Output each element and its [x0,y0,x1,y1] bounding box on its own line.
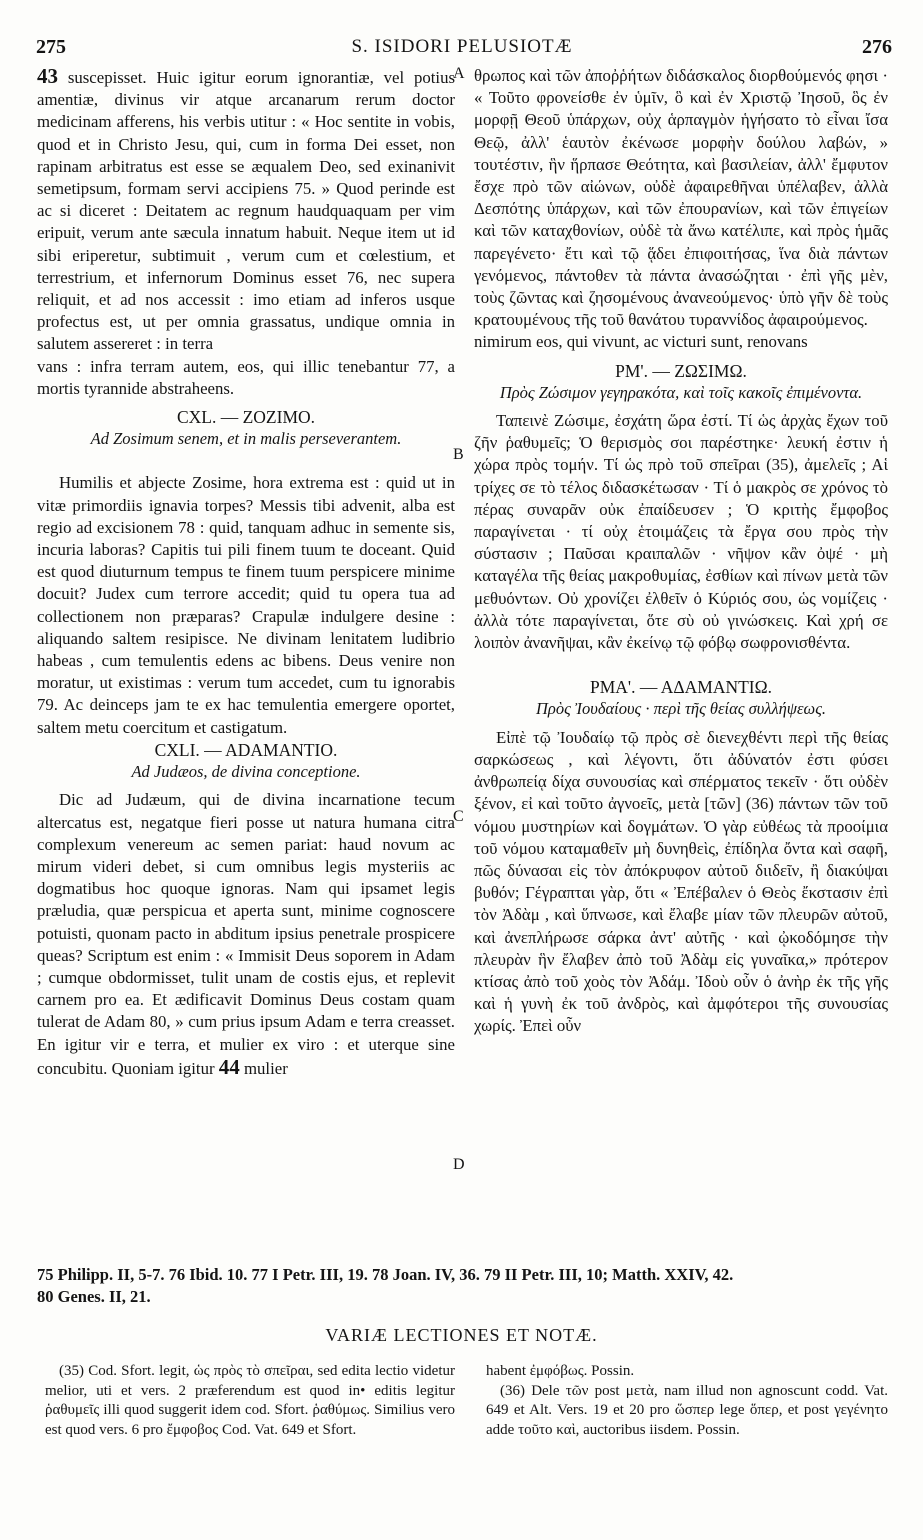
letter-140-latin-subtitle: Ad Zosimum senem, et in malis perseverantem. [90,429,402,449]
page-header [32,36,892,62]
letter-141-greek-body: Εἰπὲ τῷ Ἰουδαίῳ τῷ πρὸς σὲ διενεχθέντι περὶ τῆς θείας σαρκώσεως , καὶ λέγοντι, ὅτι ἀδύνατόν ἐστι φύσει ἀνθρωπείᾳ δίχα συνουσίας καὶ σπέρματος τεκεῖν · ὅτι οὐδὲν ξένον, εἰ καὶ τοῦτο ἀγνοεῖς, μετὰ [τῶν] (36) πάντων τῶν τοῦ νόμου μυστηρίων καὶ δογμάτων. Ὁ γὰρ εὐθέως τὰ προοίμια τοῦ νόμου καταμαθεῖν μὴ δυνηθεὶς, ἐπίδηλα ὄντα καὶ σαφῆ, πῶς δύνασαι εἰς τὸν ἀπόκρυφον αὐτοῦ διιδεῖν, ἢ διακύψαι βυθόν; Γέγραπται γὰρ, ὅτι « Ἐπέβαλεν ὁ Θεὸς ἔκστασιν ἐπὶ τὸν Ἀδὰμ , καὶ ὕπνωσε, καὶ ἔλαβε μίαν τῶν πλευρῶν αὐτοῦ, καὶ ἀνεπλήρωσε σάρκα ἀντ' αὐτῆς · καὶ ᾠκοδόμησε τὴν πλευρὰν ἣν ἔλαβεν ἀπὸ τοῦ Ἀδὰμ εἰς γυναῖκα,» πρότερον κτίσας ἀπὸ τοῦ χοὸς τὸν Ἀδάμ. Ἰδοὺ οὖν ὁ ἀνὴρ ἐκ τῆς γῆς καὶ ἡ γυνὴ ἐκ τοῦ ἀνδρὸς, καὶ ἀμφότεροι τῆς συνουσίας χωρίς. Ἐπεὶ οὖν [474,727,888,1036]
variae-notes-left [45,1362,455,1440]
note-36: (36) Dele τῶν post μετὰ, nam illud non agnoscunt codd. Vat. 649 et Alt. Vers. 19 et 20 pro ὥσπερ lege ὅπερ, et post γεγένητο adde τοῦτο καὶ, auctoribus iisdem. Possin. [486,1382,888,1438]
column-number-start: 43 [37,64,58,88]
latin-paragraph-1-text: suscepisset. Huic igitur eorum ignorantiæ, vel potius amentiæ, divinus vir atque arcanarum rerum doctor medicinam afferens, his verbis utitur : « Hoc sentite in vobis, quod et in Christo Jesu, qui, cum in forma Dei esset, non rapinam arbitratus est esse se æqualem Deo, sed exinanivit semetipsum, formam servi accipiens 75. » Quod perinde est ac si diceret : Deitatem ac regnum haudquaquam per vim eripuit, verum ante sæcula innatum habuit. Neque item ut id sibi eriperetur, subtimuit , verum cum et cœlestium, et terrestrium, et infernorum Dominus esset 76, nec supera reliquit, et ad nos accessit : imo etiam ad inferos usque profectus est, ut per omnia grassatus, undique omnia in salutem assereret : in terra [37,68,455,354]
letter-141-latin-title: CXLI. — ADAMANTIO. [154,739,338,760]
latin-column [37,65,455,1080]
greek-paragraph-1: θρωπος καὶ τῶν ἀποῤῥήτων διδάσκαλος διορθούμενός φησι · « Τοῦτο φρονείσθε ἐν ὑμῖν, ὃ καὶ ἐν Χριστῷ Ἰησοῦ, ὃς ἐν μορφῇ Θεοῦ ὑπάρχων, οὐχ ἁρπαγμὸν ἡγήσατο τὸ εἶναι ἴσα Θεῷ, ἀλλ' ἑαυτὸν ἐκένωσε μορφὴν δούλου λαβών, » τουτέστιν, ἣν ἥρπασε Θεότητα, καὶ βασιλείαν, ἀλλ' ἔμφυτον ἔσχε πρὸ τῶν αἰώνων, οὐδὲ ἀφαιρεθῆναι ὑπέλαβεν, ἀλλὰ Δεσπότης ὑπάρχων, καὶ τῶν ἐπουρανίων, καὶ τῶν ἐπιγείων καὶ τῶν καταχθονίων, οὐδὲ τὰ ἄνω κατέλιπε, καὶ πρὸς ἡμᾶς παρεγένετο· ἔτι καὶ τῷ ᾅδει ἐπιφοιτήσας, ἵνα διὰ πάντων γενόμενος, πάντοθεν τὰ πάντα ἀνασώζηται · ἐπὶ γῆς μὲν, τοὺς ζῶντας καὶ ζησομένους ἀνανεούμενος· ὑπὸ γῆν δὲ τοὺς κρατουμένους τῆς τοῦ θανάτου τυραννίδος ἀφαιρούμενος. [474,66,888,330]
greek-paragraph-1-latin-tail: nimirum eos, qui vivunt, ac victuri sunt, renovans [474,332,808,352]
page-number-right: 276 [862,36,892,58]
footnote-line-1: 75 Philipp. II, 5-7. 76 Ibid. 10. 77 I Petr. III, 19. 78 Joan. IV, 36. 79 II Petr. III, 10; Matth. XXIV, 42. [37,1265,734,1284]
letter-140-latin-body: Humilis et abjecte Zosime, hora extrema est : quid ut in vitæ primordiis ignavia torpes? Messis tibi advenit, alba est regio ad excisionem 78 : quid, tanquam adhuc in semente sis, incuria laboras? Capitis tui pili finem tuum te doceant. Quid est quod diuturnum tempus te finem tuum perspicere minime docuit? Judex cum terrore accedit; quid tu opera tua ad collectionem non præparas? Crapulæ indulgere desine : aliquando saltem resipisce. Ne divinam lenitatem ludibrio habeas , cum temulentis edens ac bibens. Deus venire non moratur, ut existimas : verum tum accedet, cum tu ignorabis 79. Ac deinceps jam te ex hac temulentia emergere oportet, saltem metu coercitum et castigatum. [37,473,455,737]
note-35: (35) Cod. Sfort. legit, ὡς πρὸς τὸ σπεῖραι, sed edita lectio videtur melior, uti et vers. 2 præferendum est quod in• editis legitur ῥαθυμεῖς illi quod suggerit idem cod. Sfort. ῥαθύμως. Similius vero est quod vers. 6 pro ἔμφοβος Cod. Vat. 649 et Sfort. [45,1363,455,1438]
footnotes [37,1264,897,1308]
variae-heading: VARIÆ LECTIONES ET NOTÆ. [325,1325,598,1345]
greek-column [474,65,888,1038]
letter-141-latin-body-wrap [37,789,455,1080]
page-number-left: 275 [36,36,66,58]
letter-141-greek-subtitle: Πρὸς Ἰουδαίους · περὶ τῆς θείας συλλήψεως. [535,699,827,719]
note-35-continued: habent ἐμφόβως. Possin. [486,1363,635,1379]
footnote-line-2: 80 Genes. II, 21. [37,1287,151,1306]
letter-141-greek-title: ΡΜΑ'. — ΑΔΑΜΑΝΤΙΩ. [589,677,772,698]
letter-141-latin-body: Dic ad Judæum, qui de divina incarnatione tecum altercatus est, negatque fieri posse ut natura humana citra complexum venereum ac semen pariat: haud novum ac mirum videri debet, si cum omnibus legis mysteriis ac dogmatibus hoc quoque ignoras. Nam qui ipsamet legis præludia, quæ perspicua et aperta sunt, minime cognoscere potuisti, quonam pacto in abditum ipsius penetrale prospicere queas? Scriptum est enim : « Immisit Deus soporem in Adam ; cumque obdormisset, tulit unam de costis ejus, et replevit carnem pro ea. Et ædificavit Dominus Deus costam quam tulerat de Adam 80, » cum prius ipsum Adam e terra creasset. En igitur vir e terra, et mulier ex viro : et uterque sine concubitu. Quoniam igitur [37,790,455,1078]
letter-141-latin-end: mulier [243,1058,288,1078]
letter-141-latin-subtitle: Ad Judæos, de divina conceptione. [131,762,361,782]
margin-mark-a: A [453,65,465,82]
letter-140-latin-title: CXL. — ZOZIMO. [176,407,316,428]
variae-notes-right [486,1362,888,1440]
letter-140-greek-body: Ταπεινὲ Ζώσιμε, ἐσχάτη ὥρα ἐστί. Τί ὡς ἀρχὰς ἔχων τοῦ ζῆν ῥαθυμεῖς; Ὁ θερισμὸς σοι παρέστηκε· λευκή ἐστιν ἡ χώρα πρὸς τομήν. Τί ὡς πρὸ τοῦ σπεῖραι (35), ἀμελεῖς ; Αἱ τρίχες σε τὸ τέλος διδασκέτωσαν · Τί ὁ μακρὸς σε χρόνος τὸ πέρας συναρᾶν οὐκ ἐπαίδευσεν ; Ὁ κριτὴς ἔμφοβος παραγίνεται · τί οὐχ ἑτοιμάζεις τὰ ἔργα σου πρὸς τὴν σύστασιν ; Παῦσαι κραιπαλῶν · νῆψον κἂν ὀψέ · μὴ καταγέλα τῆς θείας μακροθυμίας, ἐσθίων καὶ πίνων μετὰ τῶν μεθυόντων. Οὐ χρονίζει ἐλθεῖν ὁ Κύριός σου, ὡς νομίζεις · ἀλλὰ τότε παραγίνεται, ὅτε σὺ οὐ γινώσκεις. Καὶ χρή σε λοιπὸν ἀνανῆψαι, κἂν ἐκείνῳ τῷ φόβῳ σωφρονισθέντα. [474,411,888,653]
margin-mark-c: C [453,808,464,825]
column-number-end: 44 [218,1054,240,1079]
letter-140-greek-subtitle: Πρὸς Ζώσιμον γεγηρακότα, καὶ τοῖς κακοῖς ἐπιμένοντα. [499,382,863,402]
latin-paragraph-1 [37,65,455,356]
letter-140-greek-title: ΡΜ'. — ΖΩΣΙΜΩ. [615,360,747,381]
latin-paragraph-1-tail: vans : infra terram autem, eos, qui illic tenebantur 77, a mortis tyrannide abstraheens. [37,356,455,398]
margin-mark-d: D [453,1156,465,1173]
running-title: S. ISIDORI PELUSIOTÆ [351,36,573,57]
margin-mark-b: B [453,446,464,463]
